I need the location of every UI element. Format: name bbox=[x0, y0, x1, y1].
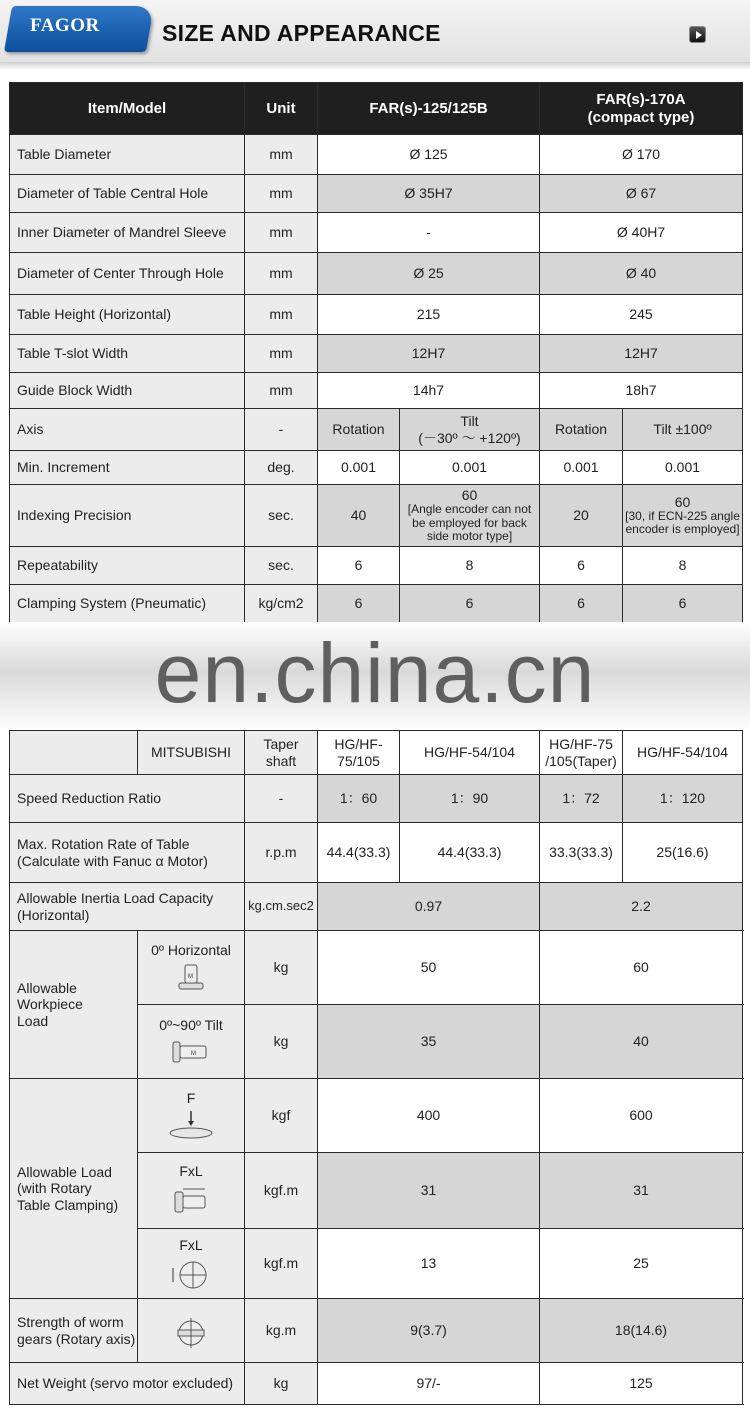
row-unit: - bbox=[245, 775, 318, 823]
value-cell: 1：90 bbox=[400, 775, 540, 823]
sub-label bbox=[138, 931, 245, 1005]
indexing-value: 60 bbox=[461, 487, 478, 504]
row-label: Indexing Precision bbox=[10, 485, 245, 547]
table-row bbox=[10, 775, 743, 823]
col-unit: Unit bbox=[245, 83, 318, 135]
table-row bbox=[10, 409, 743, 451]
row-label: Guide Block Width bbox=[10, 373, 245, 409]
value-cell: 2.2 bbox=[540, 883, 743, 931]
row-label bbox=[10, 1079, 138, 1299]
value-cell: 40 bbox=[318, 485, 400, 547]
table-row bbox=[10, 1363, 743, 1405]
label-line: Allowable Load bbox=[17, 1164, 112, 1181]
sub-label bbox=[138, 1153, 245, 1229]
table-row bbox=[10, 731, 743, 775]
value-cell: 6 bbox=[318, 547, 400, 585]
value-cell: 1：120 bbox=[623, 775, 743, 823]
row-unit: sec. bbox=[245, 485, 318, 547]
row-unit: mm bbox=[245, 335, 318, 373]
brand-name: FAGOR bbox=[30, 15, 100, 36]
moment-load-icon bbox=[171, 1184, 211, 1218]
value-cell: 25 bbox=[540, 1229, 743, 1299]
row-label: Axis bbox=[10, 409, 245, 451]
row-label bbox=[10, 883, 245, 931]
value-cell: 1：60 bbox=[318, 775, 400, 823]
value-cell: 1：72 bbox=[540, 775, 623, 823]
sub-label bbox=[138, 1005, 245, 1079]
value-cell: 6 bbox=[318, 585, 400, 623]
row-unit: kg bbox=[245, 1005, 318, 1079]
value-cell: HG/HF-54/104 bbox=[400, 731, 540, 775]
next-arrow-icon[interactable] bbox=[689, 26, 706, 43]
sub-label bbox=[138, 1299, 245, 1363]
value-cell: 0.97 bbox=[318, 883, 540, 931]
value-cell: 13 bbox=[318, 1229, 540, 1299]
value-cell: 35 bbox=[318, 1005, 540, 1079]
table-row bbox=[10, 253, 743, 295]
spec-table-upper bbox=[9, 82, 743, 623]
row-unit: mm bbox=[245, 135, 318, 175]
motor-line: HG/HF-75 bbox=[549, 736, 613, 753]
table-row bbox=[10, 295, 743, 335]
page-header bbox=[0, 0, 750, 62]
value-cell: 125 bbox=[540, 1363, 743, 1405]
motor-line: 75/105 bbox=[337, 752, 380, 769]
row-unit: mm bbox=[245, 213, 318, 253]
unit-line: Taper bbox=[263, 736, 299, 753]
sub-label-text: 0º~90º Tilt bbox=[159, 1017, 223, 1034]
value-cell bbox=[400, 485, 540, 547]
table-row bbox=[10, 213, 743, 253]
table-row bbox=[10, 585, 743, 623]
row-label: Table T-slot Width bbox=[10, 335, 245, 373]
motor-line: /105(Taper) bbox=[545, 752, 617, 769]
row-label: Table Diameter bbox=[10, 135, 245, 175]
value-cell: 400 bbox=[318, 1079, 540, 1153]
row-label: Min. Increment bbox=[10, 451, 245, 485]
row-unit: kgf.m bbox=[245, 1153, 318, 1229]
svg-text:M: M bbox=[188, 973, 193, 980]
value-cell: 18h7 bbox=[540, 373, 743, 409]
table-row bbox=[10, 1079, 743, 1153]
table-row bbox=[10, 823, 743, 883]
table-row bbox=[10, 135, 743, 175]
value-cell: 33.3(33.3) bbox=[540, 823, 623, 883]
value-cell bbox=[400, 409, 540, 451]
value-cell: Ø 40 bbox=[540, 253, 743, 295]
row-label: Repeatability bbox=[10, 547, 245, 585]
motor-line: HG/HF- bbox=[334, 736, 383, 753]
axis-tilt-range: (－30º ～ +120º) bbox=[418, 429, 521, 446]
value-cell: 20 bbox=[540, 485, 623, 547]
table-row bbox=[10, 451, 743, 485]
value-cell: HG/HF-54/104 bbox=[623, 731, 743, 775]
table-row bbox=[10, 1299, 743, 1363]
value-cell bbox=[318, 731, 400, 775]
value-cell: 0.001 bbox=[318, 451, 400, 485]
row-unit: kg.m bbox=[245, 1299, 318, 1363]
row-label: Inner Diameter of Mandrel Sleeve bbox=[10, 213, 245, 253]
sub-label-text: F bbox=[186, 1090, 196, 1107]
row-label: Table Height (Horizontal) bbox=[10, 295, 245, 335]
col-model-125: FAR(s)-125/125B bbox=[318, 83, 540, 135]
value-cell: Ø 35H7 bbox=[318, 175, 540, 213]
row-unit: r.p.m bbox=[245, 823, 318, 883]
sub-label-text: FxL bbox=[179, 1237, 203, 1254]
watermark: en.china.cn bbox=[154, 626, 596, 720]
row-label bbox=[10, 823, 245, 883]
value-cell: 31 bbox=[540, 1153, 743, 1229]
label-line: Workpiece bbox=[17, 996, 83, 1013]
row-unit: sec. bbox=[245, 547, 318, 585]
row-unit: kg.cm.sec2 bbox=[245, 883, 318, 931]
value-cell: 18(14.6) bbox=[540, 1299, 743, 1363]
label-line: Max. Rotation Rate of Table bbox=[17, 836, 190, 853]
value-cell: 245 bbox=[540, 295, 743, 335]
row-label bbox=[10, 1299, 138, 1363]
value-cell: 60 bbox=[540, 931, 743, 1005]
value-cell: 6 bbox=[400, 585, 540, 623]
value-cell: 44.4(33.3) bbox=[318, 823, 400, 883]
sub-label-text: FxL bbox=[179, 1163, 203, 1180]
worm-gear-icon bbox=[174, 1316, 208, 1350]
value-cell: 8 bbox=[623, 547, 743, 585]
header-divider bbox=[0, 62, 750, 70]
value-cell: 97/- bbox=[318, 1363, 540, 1405]
page-title: SIZE AND APPEARANCE bbox=[162, 20, 441, 46]
col-item-model: Item/Model bbox=[10, 83, 245, 135]
label-line: (Calculate with Fanuc α Motor) bbox=[17, 852, 208, 869]
label-line: Table Clamping) bbox=[17, 1196, 119, 1213]
horizontal-table-icon bbox=[175, 963, 207, 993]
indexing-note: [Angle encoder can not be employed for back side motor type] bbox=[407, 502, 532, 543]
value-cell: 40 bbox=[540, 1005, 743, 1079]
value-cell: Ø 125 bbox=[318, 135, 540, 175]
table-row bbox=[10, 335, 743, 373]
table-row bbox=[10, 547, 743, 585]
value-cell: 31 bbox=[318, 1153, 540, 1229]
value-cell: 12H7 bbox=[540, 335, 743, 373]
value-cell: 6 bbox=[623, 585, 743, 623]
table-row bbox=[10, 485, 743, 547]
rotary-moment-icon bbox=[171, 1258, 211, 1290]
value-cell: Ø 67 bbox=[540, 175, 743, 213]
table-row bbox=[10, 175, 743, 213]
value-cell: 6 bbox=[540, 547, 623, 585]
svg-text:M: M bbox=[191, 1050, 196, 1057]
value-cell: 12H7 bbox=[318, 335, 540, 373]
value-cell bbox=[623, 485, 743, 547]
row-unit: mm bbox=[245, 175, 318, 213]
sub-label-text: 0º Horizontal bbox=[151, 942, 231, 959]
row-unit: mm bbox=[245, 253, 318, 295]
value-cell: Ø 40H7 bbox=[540, 213, 743, 253]
row-unit: mm bbox=[245, 373, 318, 409]
value-cell: 44.4(33.3) bbox=[400, 823, 540, 883]
axis-tilt-label: Tilt bbox=[460, 413, 479, 430]
table-row bbox=[10, 883, 743, 931]
value-cell: 0.001 bbox=[400, 451, 540, 485]
row-unit: - bbox=[245, 409, 318, 451]
value-cell: 25(16.6) bbox=[623, 823, 743, 883]
row-label: Diameter of Table Central Hole bbox=[10, 175, 245, 213]
sub-label bbox=[138, 1229, 245, 1299]
sub-label bbox=[138, 1079, 245, 1153]
row-unit: kgf bbox=[245, 1079, 318, 1153]
label-line: Allowable bbox=[17, 980, 77, 997]
row-label: Speed Reduction Ratio bbox=[10, 775, 245, 823]
value-cell: 600 bbox=[540, 1079, 743, 1153]
row-unit: mm bbox=[245, 295, 318, 335]
unit-line: shaft bbox=[265, 752, 297, 769]
indexing-note: [30, if ECN-225 angle encoder is employed] bbox=[625, 509, 740, 537]
value-cell: Ø 25 bbox=[318, 253, 540, 295]
value-cell: Tilt ±100º bbox=[623, 409, 743, 451]
value-cell: Rotation bbox=[540, 409, 623, 451]
motor-brand-blank bbox=[10, 731, 138, 775]
value-cell: 6 bbox=[540, 585, 623, 623]
tilt-table-icon bbox=[171, 1038, 211, 1066]
row-unit: kg bbox=[245, 1363, 318, 1405]
table-row bbox=[10, 373, 743, 409]
row-unit bbox=[245, 731, 318, 775]
label-line: Allowable Inertia Load Capacity bbox=[17, 890, 214, 907]
table-header-row bbox=[10, 83, 743, 135]
row-label: MITSUBISHI bbox=[138, 731, 245, 775]
label-line: gears (Rotary axis) bbox=[17, 1330, 136, 1347]
row-unit: kg/cm2 bbox=[245, 585, 318, 623]
row-unit: kgf.m bbox=[245, 1229, 318, 1299]
value-cell: 0.001 bbox=[623, 451, 743, 485]
row-label: Clamping System (Pneumatic) bbox=[10, 585, 245, 623]
col-model-170a-type: (compact type) bbox=[587, 108, 695, 126]
label-line: Strength of worm bbox=[17, 1314, 124, 1331]
row-label: Net Weight (servo motor excluded) bbox=[10, 1363, 245, 1405]
indexing-value: 60 bbox=[674, 493, 691, 510]
value-cell: 215 bbox=[318, 295, 540, 335]
label-line: (Horizontal) bbox=[17, 906, 90, 923]
value-cell: - bbox=[318, 213, 540, 253]
value-cell bbox=[540, 731, 623, 775]
row-unit: deg. bbox=[245, 451, 318, 485]
value-cell: 14h7 bbox=[318, 373, 540, 409]
value-cell: 8 bbox=[400, 547, 540, 585]
axial-force-icon bbox=[168, 1111, 214, 1141]
row-unit: kg bbox=[245, 931, 318, 1005]
value-cell: 50 bbox=[318, 931, 540, 1005]
row-label: Diameter of Center Through Hole bbox=[10, 253, 245, 295]
table-row bbox=[10, 931, 743, 1005]
value-cell: Rotation bbox=[318, 409, 400, 451]
col-model-170a-name: FAR(s)-170A bbox=[596, 91, 686, 109]
value-cell: 9(3.7) bbox=[318, 1299, 540, 1363]
spec-table-lower bbox=[9, 730, 743, 1405]
col-model-170a bbox=[540, 83, 743, 135]
value-cell: 0.001 bbox=[540, 451, 623, 485]
label-line: Load bbox=[17, 1012, 49, 1029]
value-cell: Ø 170 bbox=[540, 135, 743, 175]
label-line: (with Rotary bbox=[17, 1180, 92, 1197]
row-label bbox=[10, 931, 138, 1079]
